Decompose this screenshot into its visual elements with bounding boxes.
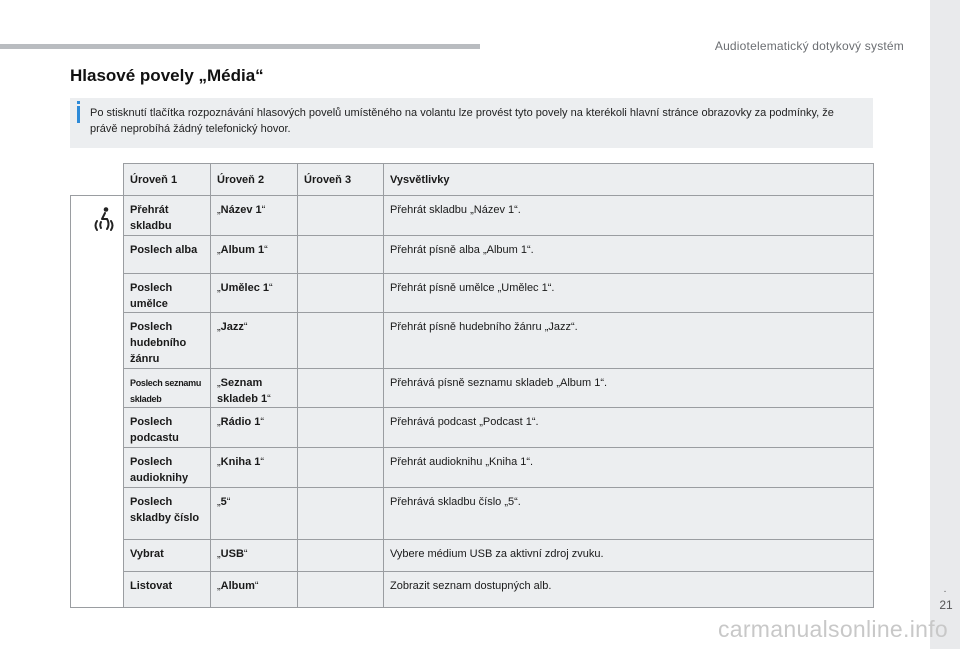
watermark: carmanualsonline.info	[717, 616, 948, 642]
cell-level-2: „Album“	[211, 572, 298, 608]
cell-level-2: „Jazz“	[211, 313, 298, 369]
cell-level-1: Poslech alba	[124, 236, 211, 274]
cell-explanation: Zobrazit seznam dostupných alb.	[384, 572, 874, 608]
cell-level-2-value: Seznam skladeb 1	[217, 377, 268, 405]
side-strip	[930, 0, 960, 649]
header-rule	[0, 44, 480, 49]
cell-explanation: Přehrává písně seznamu skladeb „Album 1“.	[384, 369, 874, 408]
cell-level-1: Vybrat	[124, 540, 211, 572]
cell-level-2-value: Umělec 1	[220, 282, 269, 294]
cell-level-3	[298, 274, 384, 313]
cell-explanation: Přehrává podcast „Podcast 1“.	[384, 408, 874, 448]
cell-level-2: „Umělec 1“	[211, 274, 298, 313]
cell-explanation: Přehrát písně umělce „Umělec 1“.	[384, 274, 874, 313]
cell-explanation: Přehrát písně alba „Album 1“.	[384, 236, 874, 274]
cell-level-1: Přehrát skladbu	[124, 196, 211, 236]
table-row	[71, 408, 874, 448]
cell-level-2-value: Kniha 1	[220, 456, 261, 468]
header-level-3: Úroveň 3	[298, 164, 384, 196]
cell-explanation: Přehrát audioknihu „Kniha 1“.	[384, 448, 874, 488]
table-row	[71, 313, 874, 369]
cell-level-1: Poslech seznamu skladeb	[124, 369, 211, 408]
table-row	[71, 196, 874, 236]
section-title: Audiotelematický dotykový systém	[714, 39, 904, 53]
table-corner	[71, 164, 124, 196]
cell-level-2: „Rádio 1“	[211, 408, 298, 448]
cell-level-2-value: Jazz	[220, 321, 244, 333]
table-row	[71, 540, 874, 572]
table-row	[71, 488, 874, 540]
cell-level-2-value: Album	[220, 580, 255, 592]
table-row	[71, 236, 874, 274]
cell-level-2: „Album 1“	[211, 236, 298, 274]
cell-level-3	[298, 540, 384, 572]
info-box	[70, 98, 873, 148]
cell-level-1: Poslech umělce	[124, 274, 211, 313]
cell-level-2-value: Název 1	[220, 204, 262, 216]
cell-level-3	[298, 236, 384, 274]
cell-level-1: Listovat	[124, 572, 211, 608]
voice-commands-table	[70, 163, 874, 608]
cell-level-2: „Název 1“	[211, 196, 298, 236]
cell-level-1: Poslech podcastu	[124, 408, 211, 448]
table-row	[71, 274, 874, 313]
cell-level-1: Poslech audioknihy	[124, 448, 211, 488]
cell-level-2-value: USB	[220, 548, 244, 560]
cell-level-3	[298, 196, 384, 236]
table-header-row	[71, 164, 874, 196]
cell-level-2: „Kniha 1“	[211, 448, 298, 488]
cell-level-2: „USB“	[211, 540, 298, 572]
page-number: 21	[939, 598, 953, 612]
voice-command-icon	[91, 206, 115, 232]
cell-level-2: „Seznam skladeb 1“	[211, 369, 298, 408]
cell-level-1: Poslech hudebního žánru	[124, 313, 211, 369]
cell-level-2: „5“	[211, 488, 298, 540]
header-explanation: Vysvětlivky	[384, 164, 874, 196]
page-title: Hlasové povely „Média“	[70, 66, 264, 85]
cell-level-3	[298, 369, 384, 408]
cell-level-1: Poslech skladby číslo	[124, 488, 211, 540]
page-dot: .	[943, 584, 947, 595]
cell-explanation: Přehrát písně hudebního žánru „Jazz“.	[384, 313, 874, 369]
table-row	[71, 448, 874, 488]
cell-level-2-value: 5	[220, 496, 227, 508]
cell-level-3	[298, 488, 384, 540]
cell-level-3	[298, 448, 384, 488]
header-level-2: Úroveň 2	[211, 164, 298, 196]
info-icon	[77, 106, 80, 123]
cell-level-3	[298, 408, 384, 448]
cell-level-3	[298, 313, 384, 369]
cell-level-2-value: Rádio 1	[220, 416, 261, 428]
icon-cell	[71, 196, 124, 608]
table-row	[71, 369, 874, 408]
header-level-1: Úroveň 1	[124, 164, 211, 196]
cell-level-2-value: Album 1	[220, 244, 265, 256]
cell-explanation: Přehrát skladbu „Název 1“.	[384, 196, 874, 236]
table-row	[71, 572, 874, 608]
cell-level-3	[298, 572, 384, 608]
cell-explanation: Přehrává skladbu číslo „5“.	[384, 488, 874, 540]
info-text: Po stisknutí tlačítka rozpoznávání hlasových povelů umístěného na volantu lze provést tyto povely na kterékoli hlavní stránce obrazovky za podmínky, že právě neprobíhá žádný telefonický hovor.	[90, 107, 834, 135]
cell-explanation: Vybere médium USB za aktivní zdroj zvuku.	[384, 540, 874, 572]
